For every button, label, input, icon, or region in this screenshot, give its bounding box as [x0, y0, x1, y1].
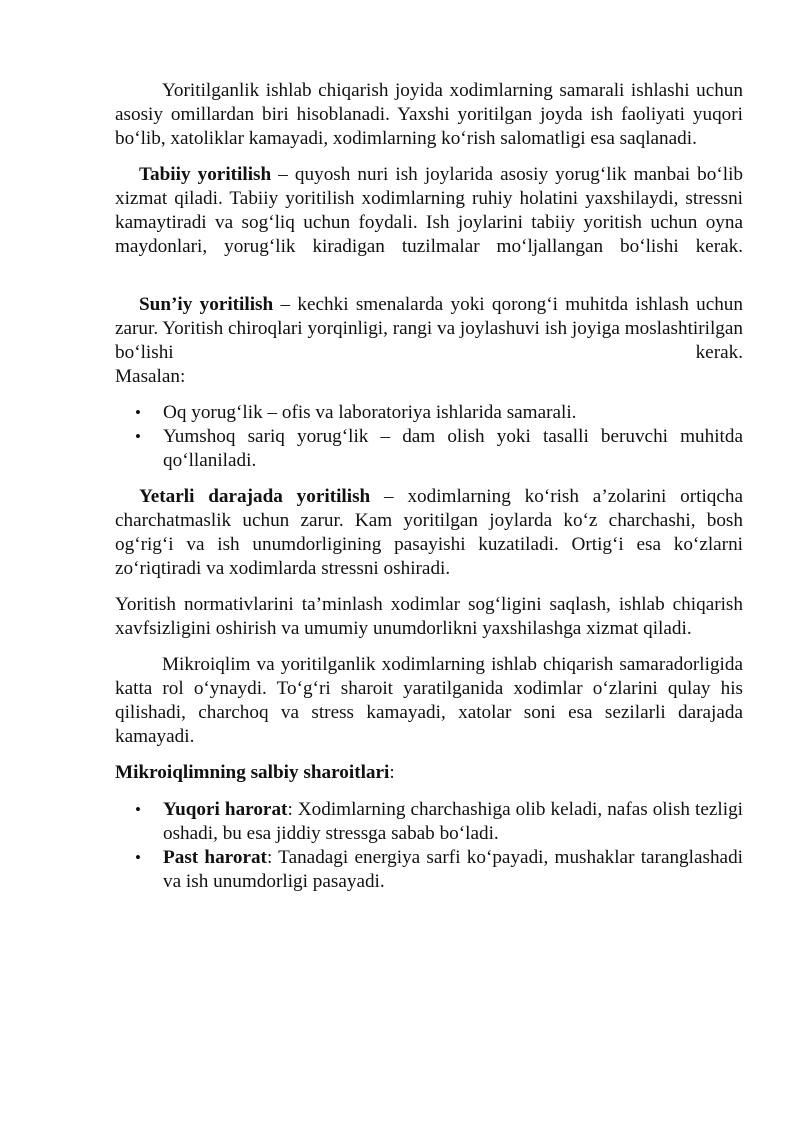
example-label: Masalan: — [115, 366, 186, 387]
list-item-text: : Xodimlarning charchashiga olib keladi, nafas olish tezligi oshadi, bu esa jiddiy stressga sabab bo‘ladi. — [163, 799, 744, 844]
paragraph-sufficient-lighting — [115, 485, 743, 581]
term-natural-lighting: Tabiiy yoritilish — [139, 164, 272, 185]
paragraph-artificial-lighting — [115, 293, 743, 365]
paragraph-natural-lighting — [115, 163, 743, 259]
section-heading — [115, 761, 743, 785]
list-item — [115, 425, 743, 473]
list-item-term: Yuqori harorat — [163, 799, 288, 820]
text-natural-lighting: – quyosh nuri ish joylarida asosiy yorug‘lik manbai bo‘lib xizmat qiladi. Tabiiy yoritilish xodimlarning ruhiy holatini yaxshilaydi, stressni kamaytiradi va sog‘liq uchun foydali. Ish joylarini tabiiy yoritish uchun oyna maydonlari, yorug‘lik kiradigan tuzilmalar mo‘ljallangan bo‘lishi kerak. — [115, 164, 743, 257]
paragraph-intro: Yoritilganlik ishlab chiqarish joyida xodimlarning samarali ishlashi uchun asosiy omillardan biri hisoblanadi. Yaxshi yoritilgan joyda ish faoliyati yuqori bo‘lib, xatoliklar kamayadi, xodimlarning ko‘rish salomatligi esa saqlanadi. — [115, 80, 743, 149]
list-item-text: Yumshoq sariq yorug‘lik – dam olish yoki tasalli beruvchi muhitda qo‘llaniladi. — [163, 426, 743, 471]
bullet-icon: • — [135, 403, 141, 422]
list-item-text: Oq yorug‘lik – ofis va laboratoriya ishlarida samarali. — [163, 402, 577, 423]
list-item — [115, 798, 743, 846]
list-item — [115, 846, 743, 894]
paragraph-lighting-norms: Yoritish normativlarini ta’minlash xodimlar sog‘ligini saqlash, ishlab chiqarish xavfsizligini oshirish va umumiy unumdorlikni yaxshilashga xizmat qiladi. — [115, 594, 743, 639]
heading-text: Mikroiqlimning salbiy sharoitlari — [115, 762, 390, 783]
bullet-icon: • — [135, 800, 141, 819]
list-item-text: : Tanadagi energiya sarfi ko‘payadi, mushaklar taranglashadi va ish unumdorligi pasayadi. — [163, 847, 743, 892]
term-artificial-lighting: Sun’iy yoritilish — [139, 294, 274, 315]
document-page — [115, 79, 743, 894]
bullet-icon: • — [135, 848, 141, 867]
term-sufficient-lighting: Yetarli darajada yoritilish — [139, 486, 371, 507]
lighting-examples-list — [115, 401, 743, 473]
negative-conditions-list — [115, 798, 743, 894]
heading-colon: : — [389, 762, 395, 783]
list-item-term: Past harorat — [163, 847, 267, 868]
text-sufficient-lighting: – xodimlarning ko‘rish a’zolarini ortiqcha charchatmaslik uchun zarur. Kam yoritilgan joylarda ko‘z charchashi, bosh og‘rig‘i va ish unumdorligining pasayishi kuzatiladi. Ortig‘i esa ko‘zlarni zo‘riqtiradi va xodimlarda stressni oshiradi. — [115, 486, 743, 579]
text-artificial-lighting: – kechki smenalarda yoki qorong‘i muhitda ishlash uchun zarur. Yoritish chiroqlari yorqinligi, rangi va joylashuvi ish joyiga moslashtirilgan bo‘lishi kerak. — [115, 294, 743, 363]
bullet-icon: • — [135, 427, 141, 446]
paragraph-microclimate: Mikroiqlim va yoritilganlik xodimlarning ishlab chiqarish samaradorligida katta rol o‘ynaydi. To‘g‘ri sharoit yaratilganida xodimlar o‘zlarini qulay his qilishadi, charchoq va stress kamayadi, xatolar soni esa sezilarli darajada kamayadi. — [115, 654, 743, 747]
list-item — [115, 401, 743, 425]
